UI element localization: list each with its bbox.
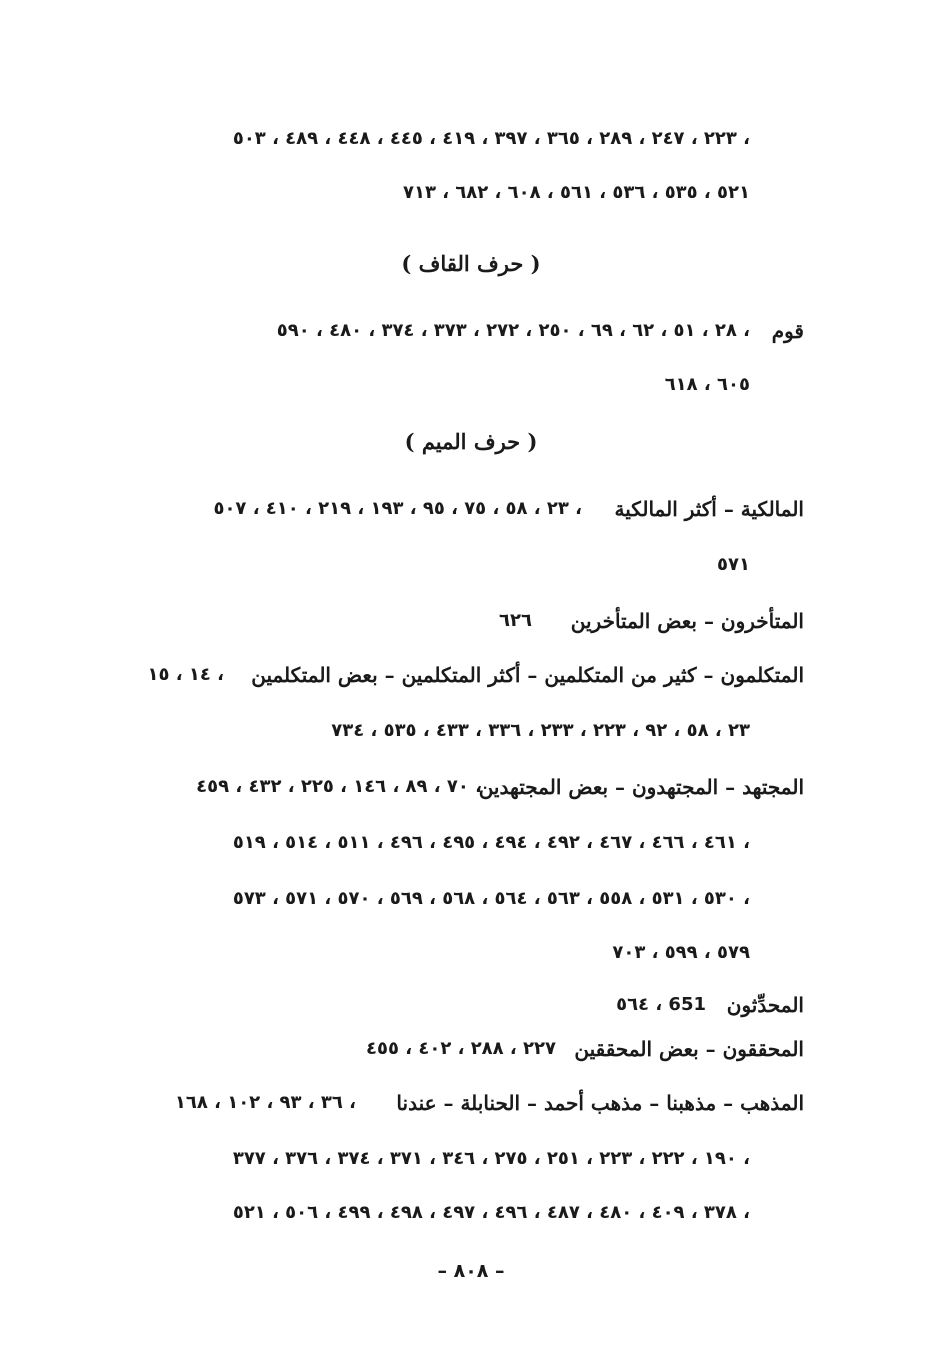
index-numbers: ٢٨ ، ٥١ ، ٦٢ ، ٦٩ ، ٢٥٠ ، ٢٧٢ ، ٣٧٣ ، ٣٧٤ ، ٤٨٠ ، ٥٩٠ ، <box>276 320 750 341</box>
index-numbers-line: ٥٧١ <box>717 554 750 575</box>
index-numbers: ٥٦٤ ، 651 <box>616 994 706 1015</box>
section-heading-mim: ( حرف الميم ) <box>404 429 538 454</box>
index-numbers-line: ٢٢٣ ، ٢٤٧ ، ٢٨٩ ، ٣٦٥ ، ٣٩٧ ، ٤١٩ ، ٤٤٥ ، ٤٤٨ ، ٤٨٩ ، ٥٠٣ ، <box>232 128 750 149</box>
index-numbers-line: ٥٧٩ ، ٥٩٩ ، ٧٠٣ <box>612 942 750 963</box>
index-numbers-line: ٣٧٨ ، ٤٠٩ ، ٤٨٠ ، ٤٨٧ ، ٤٩٦ ، ٤٩٧ ، ٤٩٨ ، ٤٩٩ ، ٥٠٦ ، ٥٢١ ، <box>232 1202 750 1223</box>
index-numbers-line: ٥٢١ ، ٥٣٥ ، ٥٣٦ ، ٥٦١ ، ٦٠٨ ، ٦٨٢ ، ٧١٣ <box>402 182 750 203</box>
index-numbers: ٧٠ ، ٨٩ ، ١٤٦ ، ٢٢٥ ، ٤٣٢ ، ٤٥٩ ، <box>196 776 482 797</box>
index-numbers-line: ١٩٠ ، ٢٢٢ ، ٢٢٣ ، ٢٥١ ، ٢٧٥ ، ٣٤٦ ، ٣٧١ ، ٣٧٤ ، ٣٧٦ ، ٣٧٧ ، <box>232 1148 750 1169</box>
index-numbers: ٦٢٦ <box>499 610 532 631</box>
index-numbers-line: ٦٠٥ ، ٦١٨ <box>664 374 750 395</box>
index-term: المتكلمون – كثير من المتكلمين – أكثر المتكلمين – بعض المتكلمين <box>251 663 804 687</box>
index-numbers: ٢٣ ، ٥٨ ، ٧٥ ، ٩٥ ، ١٩٣ ، ٢١٩ ، ٤١٠ ، ٥٠٧ ، <box>213 498 582 519</box>
index-term: قوم <box>771 319 804 343</box>
index-term: المذهب – مذهبنا – مذهب أحمد – الحنابلة – عندنا <box>396 1091 804 1115</box>
index-term: المتأخرون – بعض المتأخرين <box>570 609 804 633</box>
index-term: المحققون – بعض المحققين <box>574 1037 804 1061</box>
index-numbers: ٢٢٧ ، ٢٨٨ ، ٤٠٢ ، ٤٥٥ <box>366 1038 556 1059</box>
index-term: المالكية – أكثر المالكية <box>614 497 804 521</box>
index-numbers-line: ٥٣٠ ، ٥٣١ ، ٥٥٨ ، ٥٦٣ ، ٥٦٤ ، ٥٦٨ ، ٥٦٩ ، ٥٧٠ ، ٥٧١ ، ٥٧٣ ، <box>232 888 750 909</box>
index-numbers-line: ٤٦١ ، ٤٦٦ ، ٤٦٧ ، ٤٩٢ ، ٤٩٤ ، ٤٩٥ ، ٤٩٦ ، ٥١١ ، ٥١٤ ، ٥١٩ ، <box>232 832 750 853</box>
index-numbers-line: ٢٣ ، ٥٨ ، ٩٢ ، ٢٢٣ ، ٢٣٣ ، ٣٣٦ ، ٤٣٣ ، ٥٣٥ ، ٧٣٤ <box>331 720 750 741</box>
index-term: المحدِّثون <box>726 993 804 1017</box>
index-term: المجتهد – المجتهدون – بعض المجتهدين <box>478 775 804 799</box>
index-numbers: ٣٦ ، ٩٣ ، ١٠٢ ، ١٦٨ ، <box>174 1092 356 1113</box>
section-heading-qaf: ( حرف القاف ) <box>401 251 541 276</box>
page-number: – ٨٠٨ – <box>437 1260 505 1282</box>
index-numbers: ١٤ ، ١٥ ، <box>147 664 224 685</box>
